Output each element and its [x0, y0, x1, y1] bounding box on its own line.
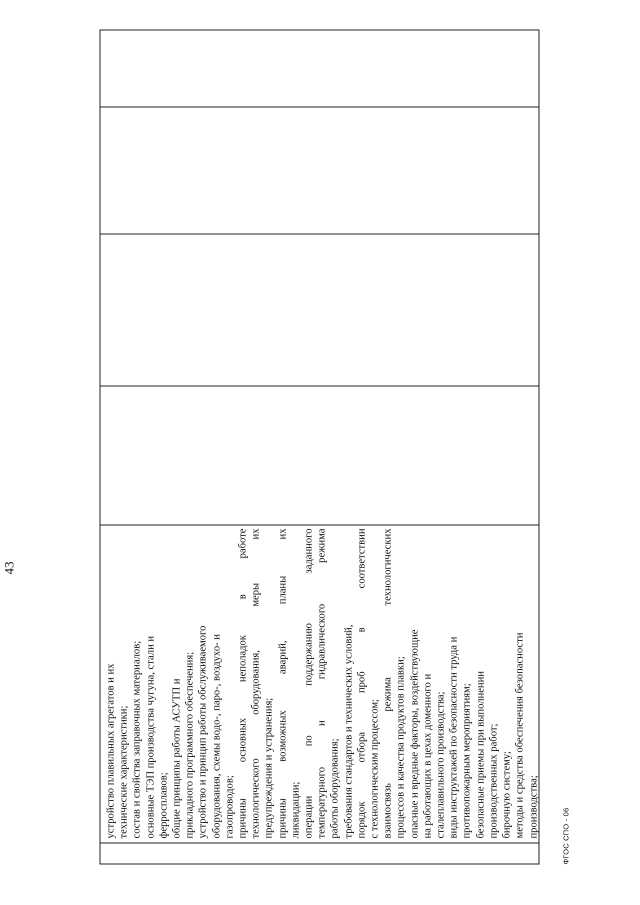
- list-line: прикладного программного обеспечения;: [184, 651, 196, 839]
- list-line: устройство и принцип работы обслуживаемого: [197, 625, 209, 839]
- list-line: температурного и гидравлического режима: [316, 528, 328, 839]
- list-line: причины возможных аварий, планы их: [276, 528, 288, 839]
- page-number: 43: [1, 561, 16, 575]
- knowledge-list: [104, 529, 540, 839]
- table-column-3: [100, 386, 538, 525]
- list-line: технические характеристики;: [118, 705, 130, 839]
- list-line: причины основных неполадок в работе: [237, 528, 249, 839]
- list-line: работы оборудования;: [329, 738, 341, 839]
- table-column-4: [100, 234, 538, 386]
- competency-table: [99, 30, 539, 865]
- list-line: ферросплавов;: [157, 772, 169, 839]
- table-column-5: [100, 107, 538, 234]
- list-line: виды инструктажей по безопасности труда и: [448, 636, 460, 839]
- list-line: оборудования, схемы водо-, паро-, воздухо- и: [210, 634, 222, 839]
- list-line: газопроводов;: [223, 775, 235, 839]
- list-line: общие принципы работы АСУТП и: [171, 678, 183, 839]
- list-line: устройство плавильных агрегатов и их: [105, 663, 116, 839]
- list-line: производственных работ;: [487, 723, 499, 839]
- table-column-index: [100, 843, 538, 864]
- list-line: на работающих в цехах доменного и: [421, 673, 433, 839]
- table-column-6: [100, 29, 538, 107]
- list-line: безопасные приемы при выполнении: [474, 671, 486, 839]
- list-line: порядок отбора проб в соответствии: [355, 528, 367, 839]
- rotated-page: [1, 30, 570, 865]
- list-line: бирочную систему;: [501, 751, 513, 839]
- list-line: сталеплавильного производства;: [435, 691, 447, 839]
- list-line: процессов и качества продуктов плавки;: [395, 656, 407, 839]
- footer-note: ФГОС СПО - 06: [561, 807, 570, 865]
- list-line: технологического оборудования, меры их: [250, 528, 262, 839]
- list-line: предупреждения и устранения;: [263, 697, 275, 839]
- list-line: методы и средства обеспечения безопасности: [514, 632, 526, 839]
- list-line: с технологическим процессом;: [369, 699, 381, 839]
- list-line: опасные и вредные факторы, воздействующие: [408, 629, 420, 839]
- list-line: основные ТЭП производства чугуна, стали и: [144, 635, 156, 839]
- table-column-knowledge: [100, 525, 538, 843]
- list-line: операции по поддержанию заданного: [303, 528, 315, 839]
- list-line: состав и свойства заправочных материалов;: [131, 640, 143, 839]
- list-line: взаимосвязь режима технологических: [382, 528, 394, 839]
- list-line: производства;: [527, 775, 539, 839]
- list-line: требования стандартов и технических условий,: [342, 624, 354, 839]
- list-line: ликвидации;: [289, 781, 301, 839]
- list-line: противопожарным мероприятиям;: [461, 683, 473, 839]
